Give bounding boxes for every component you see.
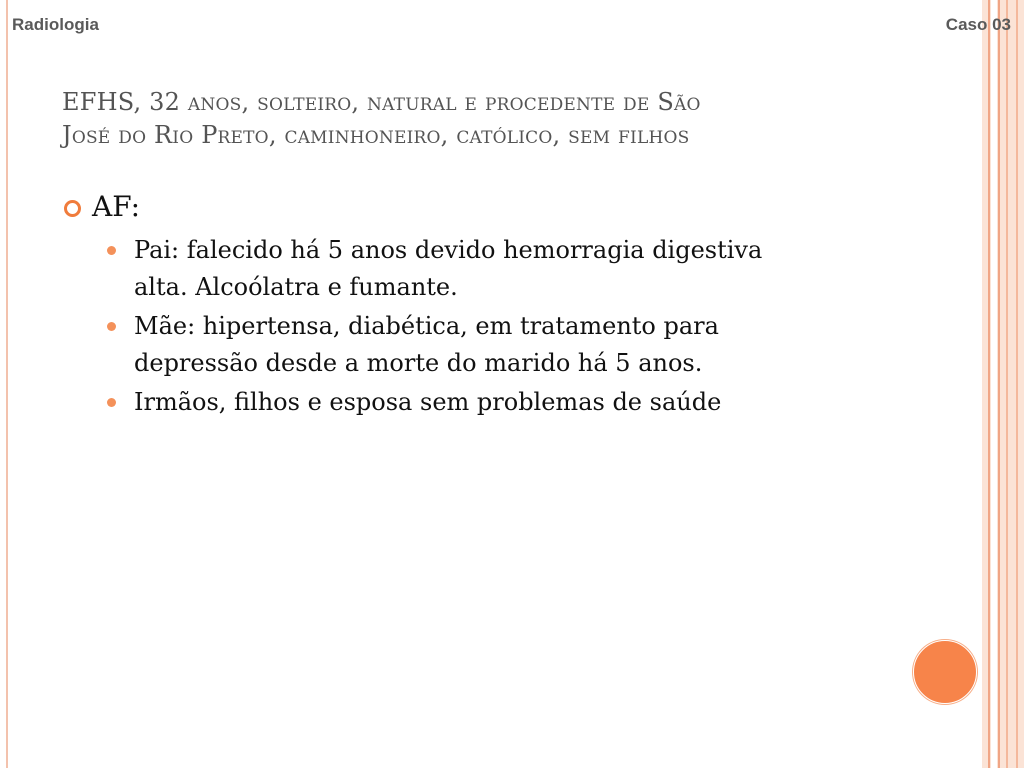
- slide-title-line: José do Rio Preto, caminhoneiro, católico, sem filhos: [62, 121, 690, 149]
- orange-circle-icon: [913, 640, 977, 704]
- right-border-line: [1016, 0, 1018, 768]
- list-item-text: alta. Alcoólatra e fumante.: [134, 273, 458, 301]
- list-item-text: Irmãos, filhos e esposa sem problemas de saúde: [134, 388, 722, 416]
- dot-bullet-icon: [107, 246, 116, 255]
- header-course-label: Radiologia: [12, 15, 99, 34]
- dot-bullet-icon: [107, 398, 116, 407]
- right-border-line: [998, 0, 1000, 768]
- section-label: AF:: [92, 190, 141, 223]
- slide-title: [62, 86, 922, 152]
- list-item-text: Pai: falecido há 5 anos devido hemorragia digestiva: [134, 236, 763, 264]
- slide-title-line: EFHS, 32 anos, solteiro, natural e procedente de São: [62, 88, 701, 116]
- right-border-line: [988, 0, 990, 768]
- right-border-gap: [991, 0, 997, 768]
- section-item-af: [64, 188, 884, 226]
- right-border-line: [1006, 0, 1008, 768]
- list-item: [64, 232, 884, 306]
- slide-content: [64, 188, 884, 423]
- list-item: [64, 308, 884, 382]
- list-item: [64, 384, 884, 421]
- header-case-label: Caso 03: [945, 15, 1011, 34]
- list-item-text: Mãe: hipertensa, diabética, em tratamento para: [134, 312, 719, 340]
- left-border-line: [6, 0, 8, 768]
- list-item-text: depressão desde a morte do marido há 5 anos.: [134, 349, 703, 377]
- dot-bullet-icon: [107, 322, 116, 331]
- ring-bullet-icon: [64, 200, 81, 217]
